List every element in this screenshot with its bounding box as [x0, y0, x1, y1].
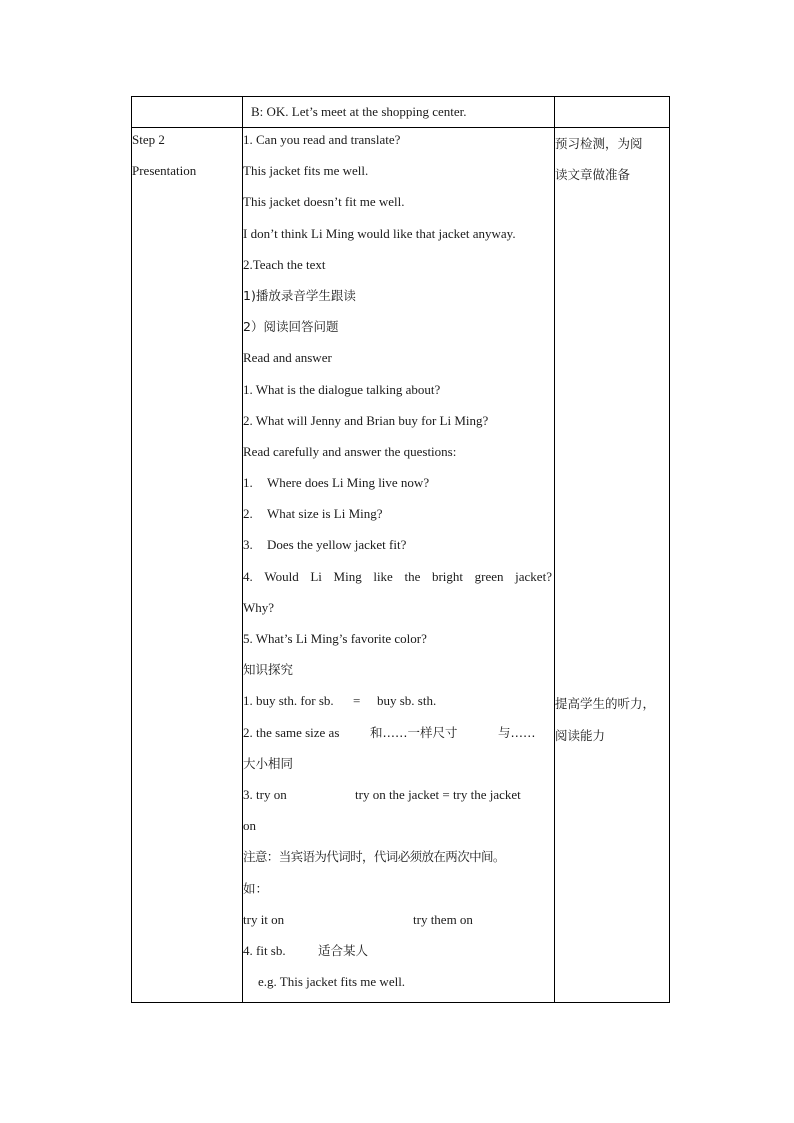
phrase: try them on [413, 911, 473, 927]
text-line: 1. Can you read and translate? [243, 132, 401, 147]
table-row [132, 97, 670, 128]
phrase: 适合某人 [318, 942, 369, 958]
word: Li [310, 568, 322, 584]
text-line: 2.Teach the text [243, 256, 326, 272]
list-number: 1. [243, 475, 253, 491]
purpose-line: 阅读能力 [555, 727, 606, 743]
phrase: 2. the same size as [243, 724, 340, 740]
phrase: try it on [243, 911, 285, 927]
text-line: 1)播放录音学生跟读 [243, 287, 356, 303]
word: like [373, 568, 393, 584]
word: the [404, 568, 421, 584]
phrase: try on the jacket = try the jacket [355, 786, 521, 802]
text-line: Read carefully and answer the questions: [243, 443, 457, 459]
word: Ming [333, 568, 362, 584]
activity-cell [243, 128, 555, 1003]
purpose-line: 读文章做准备 [555, 167, 631, 183]
step-cell [132, 128, 243, 1003]
word: 4. [243, 568, 253, 584]
text-line: 5. What’s Li Ming’s favorite color? [243, 631, 427, 646]
example-line: e.g. This jacket fits me well. [258, 974, 406, 990]
text-line [243, 783, 554, 814]
list-item [243, 533, 554, 564]
purpose-line: 预习检测，为阅 [555, 136, 643, 151]
text-line: 1. What is the dialogue talking about? [243, 381, 441, 397]
text-line: on [243, 818, 256, 834]
note-line: 注意：当宾语为代词时，代词必须放在两次中间。 [243, 849, 505, 865]
text-line: Why? [243, 599, 275, 615]
purpose-cell [555, 128, 670, 1003]
phrase: 4. fit sb. [243, 942, 286, 958]
purpose-line: 提高学生的听力， [555, 696, 656, 712]
list-text: Does the yellow jacket fit? [267, 537, 407, 553]
table-row [132, 128, 670, 1003]
activity-cell [243, 97, 555, 128]
phrase: 3. try on [243, 786, 287, 802]
list-item [243, 471, 554, 502]
phrase: buy sb. sth. [377, 693, 437, 709]
text-line: This jacket fits me well. [243, 163, 369, 179]
text-line: 如： [243, 880, 269, 896]
dialogue-line: B: OK. Let’s meet at the shopping center. [251, 104, 467, 119]
section-heading: 知识探究 [243, 662, 294, 678]
text-line: Read and answer [243, 350, 332, 366]
word: bright [431, 568, 464, 584]
spacer [555, 190, 669, 688]
word: jacket? [515, 568, 552, 584]
text-line: I don’t think Li Ming would like that jacket anyway. [243, 225, 516, 241]
list-item [243, 502, 554, 533]
purpose-cell [555, 97, 670, 128]
text-line [243, 939, 554, 970]
text-line [243, 689, 554, 720]
text-line: 2）阅读回答问题 [243, 319, 339, 335]
word: green [474, 568, 504, 584]
step-title: Presentation [132, 163, 197, 179]
list-number: 3. [243, 537, 253, 553]
text-line: 2. What will Jenny and Brian buy for Li Ming? [243, 412, 489, 428]
step-cell [132, 97, 243, 128]
list-text: What size is Li Ming? [267, 506, 383, 522]
text-line: 大小相同 [243, 755, 294, 771]
text-line [243, 721, 554, 752]
phrase: 与…… [498, 724, 536, 740]
text-line [243, 908, 554, 939]
phrase: 1. buy sth. for sb. [243, 693, 334, 709]
list-text: Where does Li Ming live now? [267, 475, 430, 491]
lesson-plan-table [131, 96, 670, 1003]
text-line: This jacket doesn’t fit me well. [243, 194, 405, 210]
word: Would [264, 568, 299, 584]
justified-line [243, 565, 554, 596]
equals-sign: = [353, 693, 361, 709]
list-number: 2. [243, 506, 253, 522]
phrase: 和……一样尺寸 [370, 724, 458, 740]
step-number: Step 2 [132, 132, 165, 147]
